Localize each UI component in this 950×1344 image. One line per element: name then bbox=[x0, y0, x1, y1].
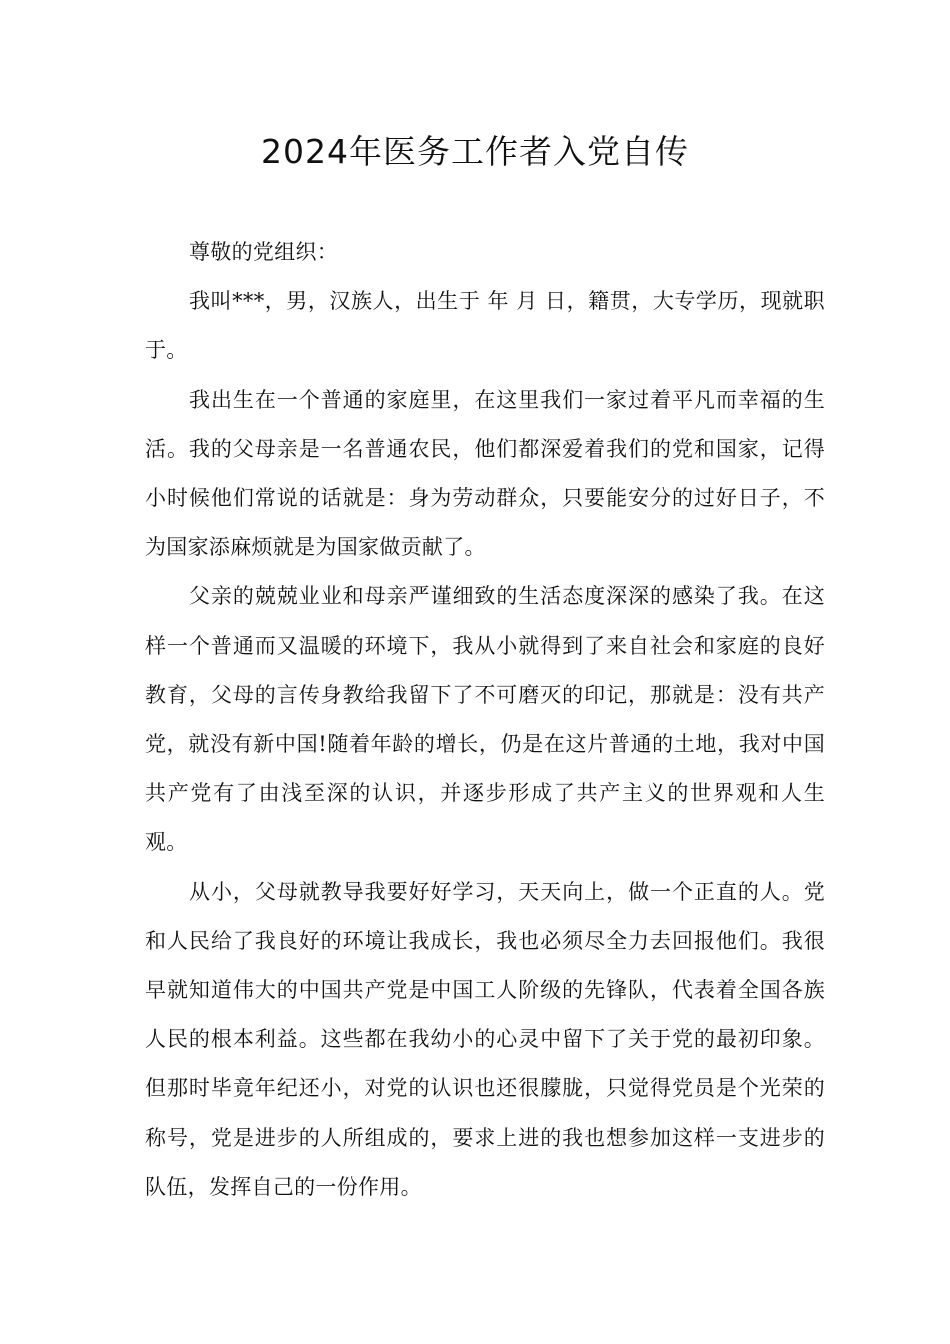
paragraph-3: 父亲的兢兢业业和母亲严谨细致的生活态度深深的感染了我。在这样一个普通而又温暖的环境下，我从小就得到了来自社会和家庭的良好教育，父母的言传身教给我留下了不可磨灭的印记，那就是：没有共产党，就没有新中国!随着年龄的增长，仍是在这片普通的土地，我对中国共产党有了由浅至深的认识，并逐步形成了共产主义的世界观和人生观。 bbox=[145, 584, 825, 855]
document-body bbox=[145, 228, 825, 1212]
paragraph-4: 从小，父母就教导我要好好学习，天天向上，做一个正直的人。党和人民给了我良好的环境让我成长，我也必须尽全力去回报他们。我很早就知道伟大的中国共产党是中国工人阶级的先锋队，代表着全国各族人民的根本利益。这些都在我幼小的心灵中留下了关于党的最初印象。但那时毕竟年纪还小，对党的认识也还很朦胧，只觉得党员是个光荣的称号，党是进步的人所组成的，要求上进的我也想参加这样一支进步的队伍，发挥自己的一份作用。 bbox=[145, 879, 825, 1199]
paragraph-1: 我叫***，男，汉族人，出生于 年 月 日，籍贯，大专学历，现就职于。 bbox=[145, 289, 825, 363]
paragraph-2: 我出生在一个普通的家庭里，在这里我们一家过着平凡而幸福的生活。我的父母亲是一名普通农民，他们都深爱着我们的党和国家，记得小时候他们常说的话就是：身为劳动群众，只要能安分的过好日子，不为国家添麻烦就是为国家做贡献了。 bbox=[145, 387, 825, 560]
salutation: 尊敬的党组织： bbox=[189, 240, 339, 264]
document-title: 2024年医务工作者入党自传 bbox=[261, 132, 689, 171]
